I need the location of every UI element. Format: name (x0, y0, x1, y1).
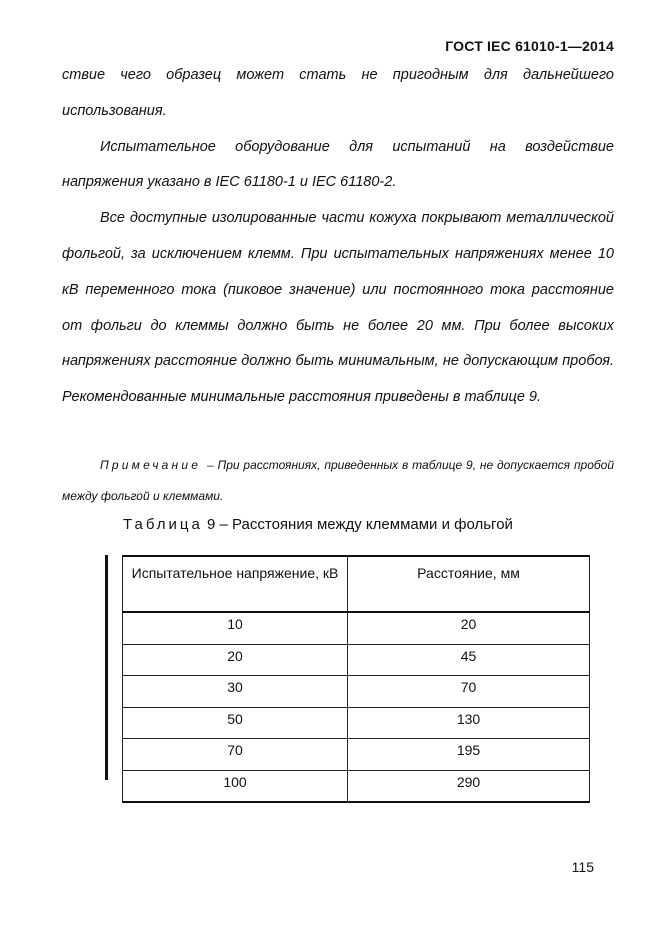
table-cell: 50 (123, 707, 348, 739)
paragraph: Испытательное оборудование для испытаний на воздействие напряжения указано в IEC 61180-1 и IEC 61180-2. (62, 138, 614, 191)
page-number: 115 (571, 859, 594, 875)
column-header: Испытательное напряжение, кВ (123, 556, 348, 612)
table-cell: 195 (348, 739, 590, 771)
table-row (123, 612, 590, 644)
note-text: – При расстояниях, приведенных в таблице 9, не допускается пробой между фольгой и клеммами. (62, 458, 615, 503)
paragraph: Все доступные изолированные части кожуха покрывают металлической фольгой, за исключением клемм. При испытательных напряжениях менее 10 кВ переменного тока (пиковое значение) или постоянного тока расстояние от фольги до клеммы должно быть не более 20 мм. При более высоких напряжениях расстояние должно быть минимальным, не допускающим пробоя. Рекомендованные минимальные расстояния приведены в таблице 9. (62, 210, 614, 406)
table-cell: 30 (123, 676, 348, 708)
table-cell: 290 (348, 770, 590, 802)
table-cell: 45 (348, 644, 590, 676)
paragraph: ствие чего образец может стать не пригодным для дальнейшего использования. (62, 67, 614, 119)
table-row (123, 644, 590, 676)
table-row (123, 676, 590, 708)
table-cell: 70 (348, 676, 590, 708)
column-header: Расстояние, мм (348, 556, 590, 612)
document-header: ГОСТ IEC 61010-1—2014 (445, 38, 614, 54)
table-caption-label: Таблица (123, 516, 203, 533)
table-cell: 20 (348, 612, 590, 644)
note-label: Примечание (100, 458, 202, 472)
table-header-row (123, 556, 590, 612)
table-cell: 100 (123, 770, 348, 802)
table-cell: 10 (123, 612, 348, 644)
table-row (123, 770, 590, 802)
change-bar (105, 555, 108, 780)
table-row (123, 739, 590, 771)
note (62, 450, 614, 512)
table-caption-text: 9 – Расстояния между клеммами и фольгой (207, 516, 513, 533)
table-cell: 20 (123, 644, 348, 676)
table-row (123, 707, 590, 739)
table-cell: 70 (123, 739, 348, 771)
table-caption (123, 516, 513, 533)
distance-table (122, 555, 590, 803)
table-cell: 130 (348, 707, 590, 739)
body-text (62, 58, 614, 416)
